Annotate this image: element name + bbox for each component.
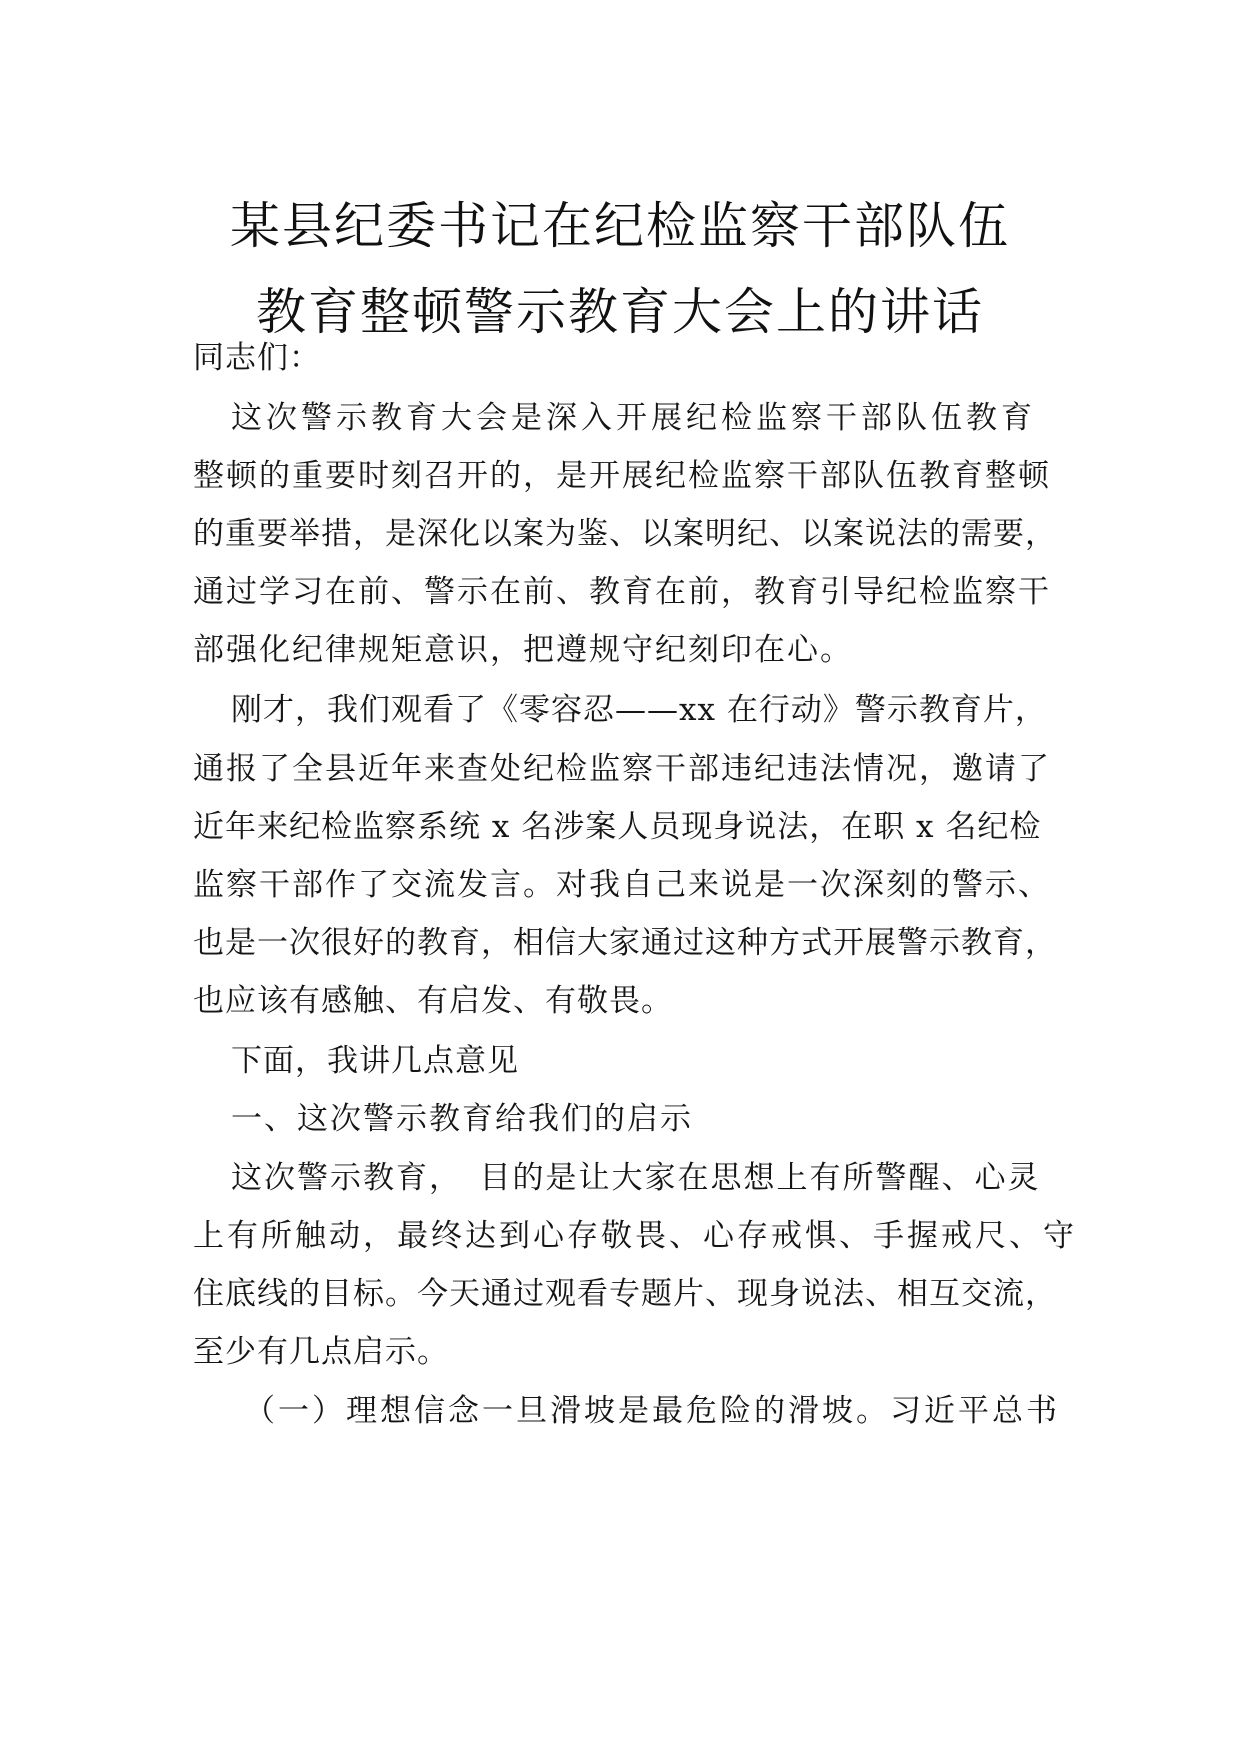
paragraph-1-line-1: 这次警示教育大会是深入开展纪检监察干部队伍教育 — [231, 400, 1036, 436]
subsection-heading-1: （一）理想信念一旦滑坡是最危险的滑坡。习近平总书 — [244, 1393, 1060, 1429]
paragraph-1-line-4: 通过学习在前、警示在前、教育在前，教育引导纪检监察干 — [193, 574, 1051, 610]
paragraph-4-line-2: 上有所触动，最终达到心存敬畏、心存戒惧、手握戒尺、守 — [193, 1218, 1077, 1254]
paragraph-4-line-4: 至少有几点启示。 — [193, 1334, 449, 1370]
paragraph-2-line-4: 监察干部作了交流发言。对我自己来说是一次深刻的警示、 — [193, 867, 1051, 903]
paragraph-3-line-1: 下面，我讲几点意见 — [231, 1043, 519, 1079]
paragraph-2-line-5: 也是一次很好的教育，相信大家通过这种方式开展警示教育， — [193, 925, 1057, 961]
paragraph-2-line-2: 通报了全县近年来查处纪检监察干部违纪违法情况，邀请了 — [193, 751, 1051, 787]
document-title-line-1: 某县纪委书记在纪检监察干部队伍 — [230, 197, 1010, 255]
section-heading-1: 一、这次警示教育给我们的启示 — [231, 1101, 693, 1137]
paragraph-4-line-1: 这次警示教育， 目的是让大家在思想上有所警醒、心灵 — [231, 1160, 1041, 1196]
paragraph-1-line-2: 整顿的重要时刻召开的，是开展纪检监察干部队伍教育整顿 — [193, 458, 1051, 494]
paragraph-2-line-3: 近年来纪检监察系统 x 名涉案人员现身说法，在职 x 名纪检 — [193, 809, 1042, 845]
paragraph-1-line-3: 的重要举措，是深化以案为鉴、以案明纪、以案说法的需要， — [193, 516, 1057, 552]
paragraph-1-line-5: 部强化纪律规矩意识，把遵规守纪刻印在心。 — [193, 632, 853, 668]
document-title-line-2: 教育整顿警示教育大会上的讲话 — [256, 283, 984, 341]
salutation: 同志们： — [193, 340, 321, 376]
paragraph-2-line-6: 也应该有感触、有启发、有敬畏。 — [193, 983, 673, 1019]
paragraph-2-line-1: 刚才，我们观看了《零容忍——xx 在行动》警示教育片， — [231, 692, 1047, 728]
paragraph-4-line-3: 住底线的目标。今天通过观看专题片、现身说法、相互交流， — [193, 1276, 1057, 1312]
